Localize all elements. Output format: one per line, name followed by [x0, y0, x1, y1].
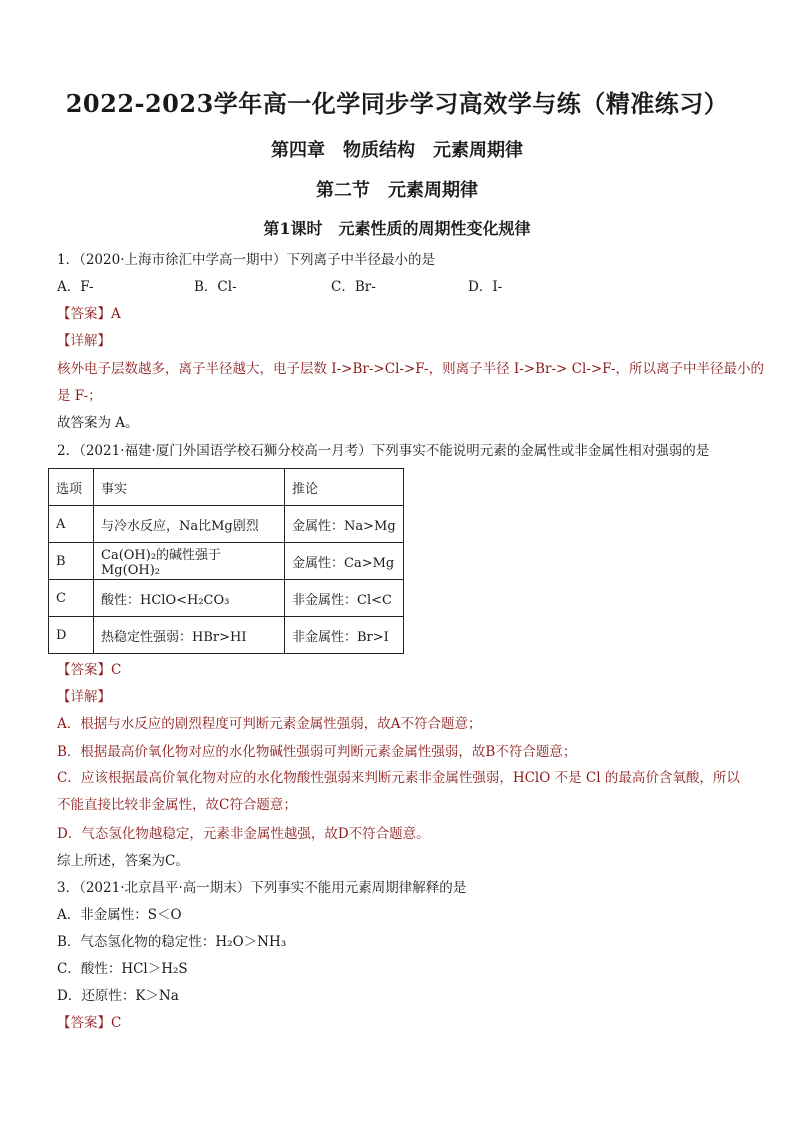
- page-title: 2022-2023学年高一化学同步学习高效学与练（精准练习）: [65, 89, 729, 118]
- q2-detail-b: B．根据最高价氧化物对应的水化物碱性强弱可判断元素金属性强弱，故B不符合题意；: [57, 744, 577, 760]
- table-cell: C: [49, 580, 94, 617]
- q1-option-d: D．I-: [468, 279, 503, 295]
- q1-options: [57, 277, 747, 297]
- table-cell: 非金属性：Br>I: [285, 617, 404, 654]
- table-cell: 金属性：Ca>Mg: [285, 543, 404, 580]
- q1-option-c: C．Br-: [331, 279, 376, 295]
- table-header-cell: 事实: [94, 469, 285, 506]
- table-cell: A: [49, 506, 94, 543]
- q1-conclusion: 故答案为 A。: [57, 415, 139, 431]
- table-cell: 酸性：HClO<H₂CO₃: [94, 580, 285, 617]
- q2-detail-c: C．应该根据最高价氧化物对应的水化物酸性强弱来判断元素非金属性强弱，HClO 不是 Cl 的最高价含氧酸，所以不能直接比较非金属性，故C符合题意；: [57, 770, 740, 813]
- q1-detail-line-1: 核外电子层数越多，离子半径越大，电子层数 I->Br->Cl->F-，则离子半径 I->Br-> Cl->F-，所以离子中半径最小的: [57, 361, 764, 377]
- table-cell: Ca(OH)₂的碱性强于Mg(OH)₂: [94, 543, 285, 580]
- table-cell: 热稳定性强弱：HBr>HI: [94, 617, 285, 654]
- q1-stem: 1．（2020·上海市徐汇中学高一期中）下列离子中半径最小的是: [57, 252, 435, 268]
- lesson-heading: 第1课时 元素性质的周期性变化规律: [263, 219, 531, 238]
- table-row: [49, 617, 404, 654]
- q2-detail-d: D．气态氢化物越稳定，元素非金属性越强，故D不符合题意。: [57, 826, 430, 842]
- table-row: [49, 580, 404, 617]
- chapter-heading: 第四章 物质结构 元素周期律: [271, 140, 523, 161]
- q2-detail-label: 【详解】: [57, 689, 111, 705]
- table-header-cell: 推论: [285, 469, 404, 506]
- table-cell: 与冷水反应，Na比Mg剧烈: [94, 506, 285, 543]
- table-header-cell: 选项: [49, 469, 94, 506]
- q2-answer: 【答案】C: [57, 662, 122, 678]
- table-cell: B: [49, 543, 94, 580]
- q1-detail-line-2: 是 F-；: [57, 388, 102, 404]
- q1-answer: 【答案】A: [57, 306, 121, 322]
- table-cell: 金属性：Na>Mg: [285, 506, 404, 543]
- q1-detail-label: 【详解】: [57, 333, 111, 349]
- q1-option-a: A．F-: [57, 279, 94, 295]
- section-heading: 第二节 元素周期律: [316, 180, 478, 201]
- q3-option-d: D．还原性：K＞Na: [57, 988, 179, 1004]
- q1-option-b: B．Cl-: [194, 279, 237, 295]
- table-cell: D: [49, 617, 94, 654]
- table-row: [49, 506, 404, 543]
- table-row: [49, 543, 404, 580]
- q3-option-c: C．酸性：HCl＞H₂S: [57, 961, 188, 977]
- q3-option-b: B．气态氢化物的稳定性：H₂O＞NH₃: [57, 934, 287, 950]
- q2-fact-table: [48, 468, 404, 654]
- q3-answer: 【答案】C: [57, 1015, 122, 1031]
- q2-conclusion: 综上所述，答案为C。: [57, 853, 189, 869]
- q2-stem: 2．（2021·福建·厦门外国语学校石狮分校高一月考）下列事实不能说明元素的金属性或非金属性相对强弱的是: [57, 443, 710, 459]
- q3-option-a: A．非金属性：S＜O: [57, 907, 182, 923]
- q2-detail-a: A．根据与水反应的剧烈程度可判断元素金属性强弱，故A不符合题意；: [57, 716, 482, 732]
- table-cell: 非金属性：Cl<C: [285, 580, 404, 617]
- table-header-row: [49, 469, 404, 506]
- q3-stem: 3．（2021·北京昌平·高一期末）下列事实不能用元素周期律解释的是: [57, 880, 467, 896]
